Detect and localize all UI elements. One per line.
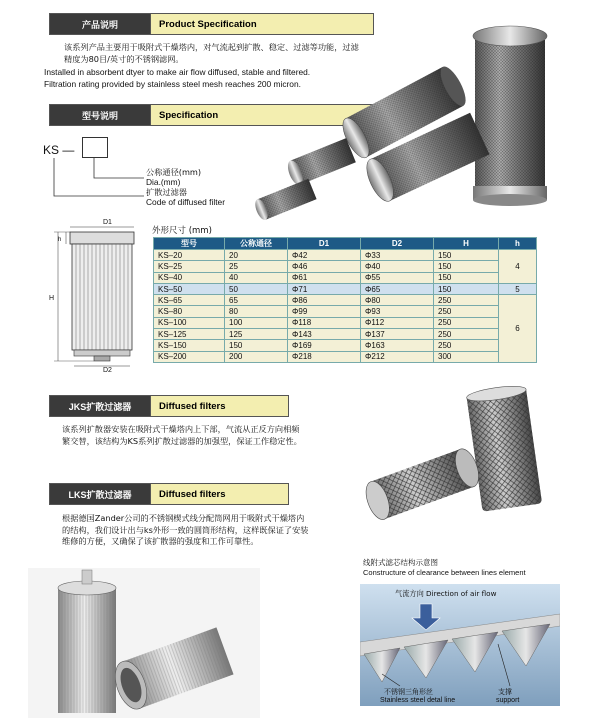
cell-model: KS–25 [154, 261, 225, 272]
table-row [154, 351, 537, 362]
cell-dia: 80 [225, 306, 288, 317]
cell-dia: 125 [225, 329, 288, 340]
col-hsmall: h [499, 238, 537, 250]
cell-model: KS–100 [154, 317, 225, 328]
cell-model: KS–50 [154, 283, 225, 294]
cell-d1: Φ46 [288, 261, 361, 272]
drawing-d2: D2 [103, 367, 112, 374]
cell-d2: Φ163 [361, 340, 434, 351]
col-h: H [434, 238, 499, 250]
cell-dia: 150 [225, 340, 288, 351]
label-dia-cn: 公称通径(mm) [146, 167, 202, 177]
cell-d2: Φ212 [361, 351, 434, 362]
cell-dia: 40 [225, 272, 288, 283]
cell-d1: Φ118 [288, 317, 361, 328]
model-leader-lines [40, 150, 150, 210]
jks-text: 该系列扩散器安装在吸附式干燥塔内上下部，气流从正反方向相频繁交替，该结构为KS系列扩散过滤器的加强型，保证工作稳定性。 [62, 424, 302, 446]
intro-en: Installed in absorbent dtyer to make air flow diffused, stable and filtered. Filtration rating provided by stainless steel mesh reaches 200 micron. [44, 67, 311, 89]
cell-d2: Φ80 [361, 295, 434, 306]
cell-model: KS–150 [154, 340, 225, 351]
cell-hsmall: 6 [499, 295, 537, 363]
lks-photo [28, 568, 260, 718]
cell-d2: Φ65 [361, 283, 434, 294]
model-prefix: KS — [43, 143, 75, 157]
cell-dia: 65 [225, 295, 288, 306]
drawing-d1: D1 [103, 219, 112, 226]
table-row [154, 317, 537, 328]
cell-h: 250 [434, 329, 499, 340]
col-model: 型号 [154, 238, 225, 250]
cell-dia: 200 [225, 351, 288, 362]
spec-table [153, 237, 537, 363]
cell-h: 250 [434, 295, 499, 306]
cell-hsmall: 5 [499, 283, 537, 294]
cell-hsmall: 4 [499, 250, 537, 284]
section-key: 型号说明 [50, 105, 150, 125]
cell-dia: 20 [225, 250, 288, 261]
label-code-cn: 扩散过滤器 [146, 187, 187, 197]
section-value: Diffused filters [150, 484, 288, 504]
cell-d1: Φ42 [288, 250, 361, 261]
table-row [154, 261, 537, 272]
cell-d1: Φ61 [288, 272, 361, 283]
cell-d1: Φ71 [288, 283, 361, 294]
cell-h: 150 [434, 250, 499, 261]
section-key: JKS扩散过滤器 [50, 396, 150, 416]
table-row [154, 329, 537, 340]
steel-label-en: Stainless steel detal line [380, 697, 456, 704]
cell-h: 150 [434, 261, 499, 272]
cell-d2: Φ93 [361, 306, 434, 317]
cell-h: 150 [434, 283, 499, 294]
cell-model: KS–40 [154, 272, 225, 283]
section-value: Diffused filters [150, 396, 288, 416]
cell-d2: Φ137 [361, 329, 434, 340]
cell-d2: Φ55 [361, 272, 434, 283]
intro-cn: 该系列产品主要用于吸附式干燥塔内，对气流起到扩散、稳定、过滤等功能，过滤精度为80目/英寸的不锈钢滤网。 [64, 42, 359, 64]
table-row [154, 295, 537, 306]
section-key: LKS扩散过滤器 [50, 484, 150, 504]
col-dia: 公称通径 [225, 238, 288, 250]
cell-dia: 50 [225, 283, 288, 294]
drawing-h: H [49, 295, 55, 302]
col-d2: D2 [361, 238, 434, 250]
drawing-h-small: h [58, 237, 62, 243]
steel-label-cn: 不锈钢三角形丝 [384, 688, 433, 696]
cell-model: KS–200 [154, 351, 225, 362]
col-d1: D1 [288, 238, 361, 250]
section-key: 产品说明 [50, 14, 150, 34]
section-header-lks [49, 483, 289, 505]
table-caption: 外形尺寸 (mm) [152, 226, 212, 236]
diagram-title-cn: 线附式滤芯结构示意图 [363, 558, 438, 567]
cell-h: 150 [434, 272, 499, 283]
cell-d2: Φ40 [361, 261, 434, 272]
cell-h: 300 [434, 351, 499, 362]
lks-text: 根据德国Zander公司的不锈钢楔式线分配筒网用于吸附式干燥塔内的结构，我们设计出与ks外形一致的圆筒形结构，这样既保证了安装维修的方便，又确保了该扩散器的强度和工作可靠性。 [62, 513, 309, 546]
table-row [154, 283, 537, 294]
support-label-en: support [496, 697, 520, 704]
cell-model: KS–65 [154, 295, 225, 306]
cell-d1: Φ218 [288, 351, 361, 362]
cell-d1: Φ86 [288, 295, 361, 306]
table-row [154, 306, 537, 317]
section-value: Product Specification [150, 14, 373, 34]
section-header-jks [49, 395, 289, 417]
cell-model: KS–125 [154, 329, 225, 340]
label-code-en: Code of diffused filter [146, 197, 225, 207]
filters-photo [255, 18, 555, 228]
cell-dia: 100 [225, 317, 288, 328]
diagram-title-en: Constructure of clearance between lines element [363, 568, 526, 577]
cell-d2: Φ33 [361, 250, 434, 261]
flow-label: 气流方向 Direction of air flow [395, 589, 497, 598]
support-label-cn: 支撑 [498, 688, 512, 696]
cell-h: 250 [434, 306, 499, 317]
cell-h: 250 [434, 340, 499, 351]
jks-photo [360, 385, 550, 535]
label-dia-en: Dia.(mm) [146, 177, 181, 187]
table-row [154, 272, 537, 283]
cell-h: 250 [434, 317, 499, 328]
cell-model: KS–20 [154, 250, 225, 261]
cell-d1: Φ169 [288, 340, 361, 351]
cell-d2: Φ112 [361, 317, 434, 328]
table-row [154, 340, 537, 351]
cell-d1: Φ99 [288, 306, 361, 317]
cell-model: KS–80 [154, 306, 225, 317]
cell-d1: Φ143 [288, 329, 361, 340]
section-value: Specification [150, 105, 373, 125]
cell-dia: 25 [225, 261, 288, 272]
table-row [154, 250, 537, 261]
table-header-row [154, 238, 537, 250]
